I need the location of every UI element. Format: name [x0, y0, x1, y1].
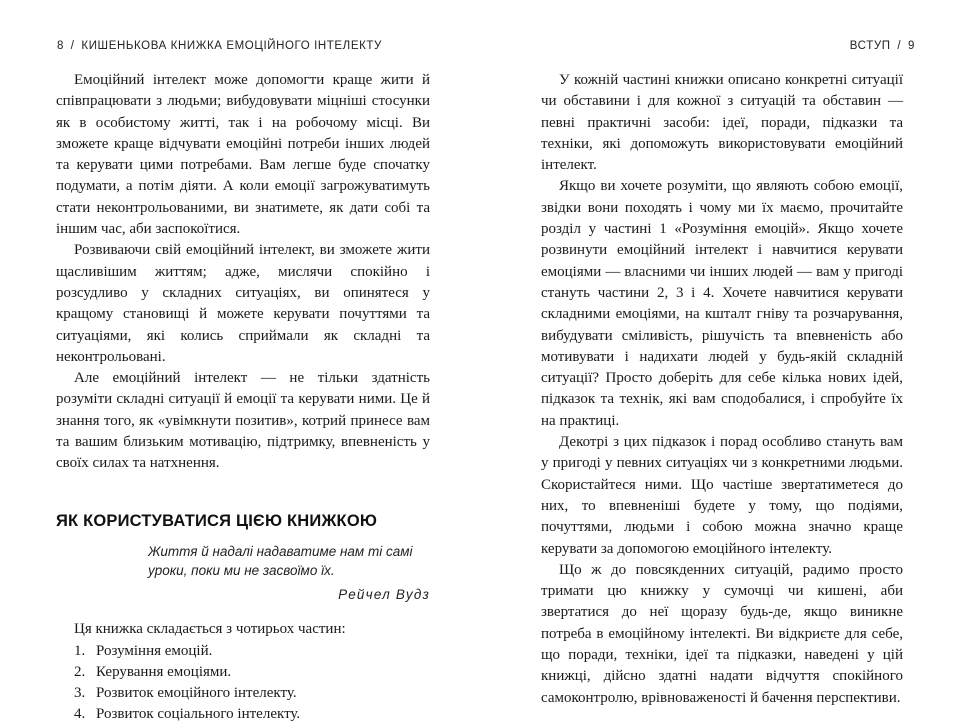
- list-item-number: 4.: [74, 706, 86, 723]
- page-number-right: 9: [908, 40, 915, 52]
- list-item: [56, 662, 430, 683]
- running-head-right: [850, 40, 915, 52]
- running-head-separator: /: [70, 40, 75, 52]
- running-head-left: [57, 40, 382, 52]
- paragraph: Що ж до повсякденних ситуацій, радимо просто тримати цю книжку у сумочці чи кишені, аби звертатися до неї щоразу будь-де, якщо виникне потреба в емоційному інтелекті. Ви відкриєте для себе, що поради, техніки, ідеї та підказки, наведені у цій книжці, дійсно здатні надати відчуття спокійного самоконтролю, врівноваженості й бачення перспективи.: [541, 561, 903, 706]
- left-page: [0, 0, 485, 723]
- paragraph: Декотрі з цих підказок і порад особливо стануть вам у пригоді у певних ситуаціях чи з конкретними людьми. Скористайтеся ними. Що частіше звертатиметеся до них, то впевненіші будете у тому, що подіями, почуттями, людьми і собою можна значно краще керувати за допомогою емоційного інтелекту.: [541, 434, 903, 557]
- list-item-number: 2.: [74, 663, 86, 680]
- page-number-left: 8: [57, 40, 64, 52]
- paragraph: У кожній частині книжки описано конкретні ситуації чи обставини і для кожної з ситуацій та обставин — певні практичні засоби: ідеї, поради, підказки та техніки, які допоможуть використовувати емоційний інтелект.: [541, 72, 903, 174]
- running-head-separator: /: [897, 40, 902, 52]
- left-page-body: [56, 70, 430, 726]
- list-item: [56, 704, 430, 725]
- list-item-number: 1.: [74, 642, 86, 659]
- chapter-title: ВСТУП: [849, 40, 891, 52]
- paragraph: Якщо ви хочете розуміти, що являють собою емоції, звідки вони походять і чому ми їх маємо, прочитайте розділ у частині 1 «Розуміння емоцій». Якщо хочете розвинути емоційний інтелект і навчитися керувати емоціями — власними чи інших людей — вам у пригоді стануть частини 2, 3 і 4. Хочете навчитися керувати складними емоціями, на кшталт гніву та розчарування, вибудувати сміливість, рішучість та впевненість або мотивувати і надихати людей у будь-якій складній ситуації? Просто доберіть для себе кілька нових ідей, підказок та технік, які вам сподобалися, і спробуйте їх на практиці.: [541, 178, 903, 429]
- list-item: [56, 683, 430, 704]
- epigraph-author: Рейчел Вудз: [338, 586, 430, 602]
- paragraph: Але емоційний інтелект — не тільки здатність розуміти складні ситуації й емоції та керувати ними. Це й знання того, як «увімкнути позитив», котрий принесе вам та вашим близьким мотивацію, підтримку, впевненість у своїх силах та натхнення.: [56, 370, 430, 472]
- list-item-text: Розуміння емоцій.: [96, 642, 213, 659]
- list-item-text: Розвиток емоційного інтелекту.: [96, 685, 297, 702]
- list-item-text: Розвиток соціального інтелекту.: [96, 706, 301, 723]
- book-title: КИШЕНЬКОВА КНИЖКА ЕМОЦІЙНОГО ІНТЕЛЕКТУ: [81, 40, 382, 52]
- parts-list: [56, 641, 430, 726]
- paragraph: Емоційний інтелект може допомогти краще жити й співпрацювати з людьми; вибудовувати міцніші стосунки як в особистому житті, так і на робочому місці. Ви зможете краще відчувати емоційні потреби інших людей та керувати цими потребами. Вам легше буде спочатку подумати, а потім діяти. А коли емоції загрожуватимуть стати неконтрольованими, ви знатимете, як дати собі та іншим час, аби заспокоїтися.: [56, 72, 430, 238]
- epigraph-quote: Життя й надалі надаватиме нам ті самі уроки, поки ми не засвоїмо їх.: [148, 543, 413, 578]
- list-item-number: 3.: [74, 685, 86, 702]
- list-item-text: Керування емоціями.: [96, 663, 232, 680]
- section-title: ЯК КОРИСТУВАТИСЯ ЦІЄЮ КНИЖКОЮ: [56, 511, 378, 530]
- list-intro: Ця книжка складається з чотирьох частин:: [74, 621, 346, 638]
- right-page: [485, 0, 970, 706]
- paragraph: Розвиваючи свій емоційний інтелект, ви зможете жити щасливішим життям; адже, мислячи спокійно і розсудливо у складних ситуаціях, ви опинятеся у кращому становищі й можете керувати почуттями та ситуаціями, які колись сприймали як складні та неконтрольовані.: [56, 242, 430, 365]
- right-page-body: [541, 70, 903, 709]
- list-item: [56, 641, 430, 662]
